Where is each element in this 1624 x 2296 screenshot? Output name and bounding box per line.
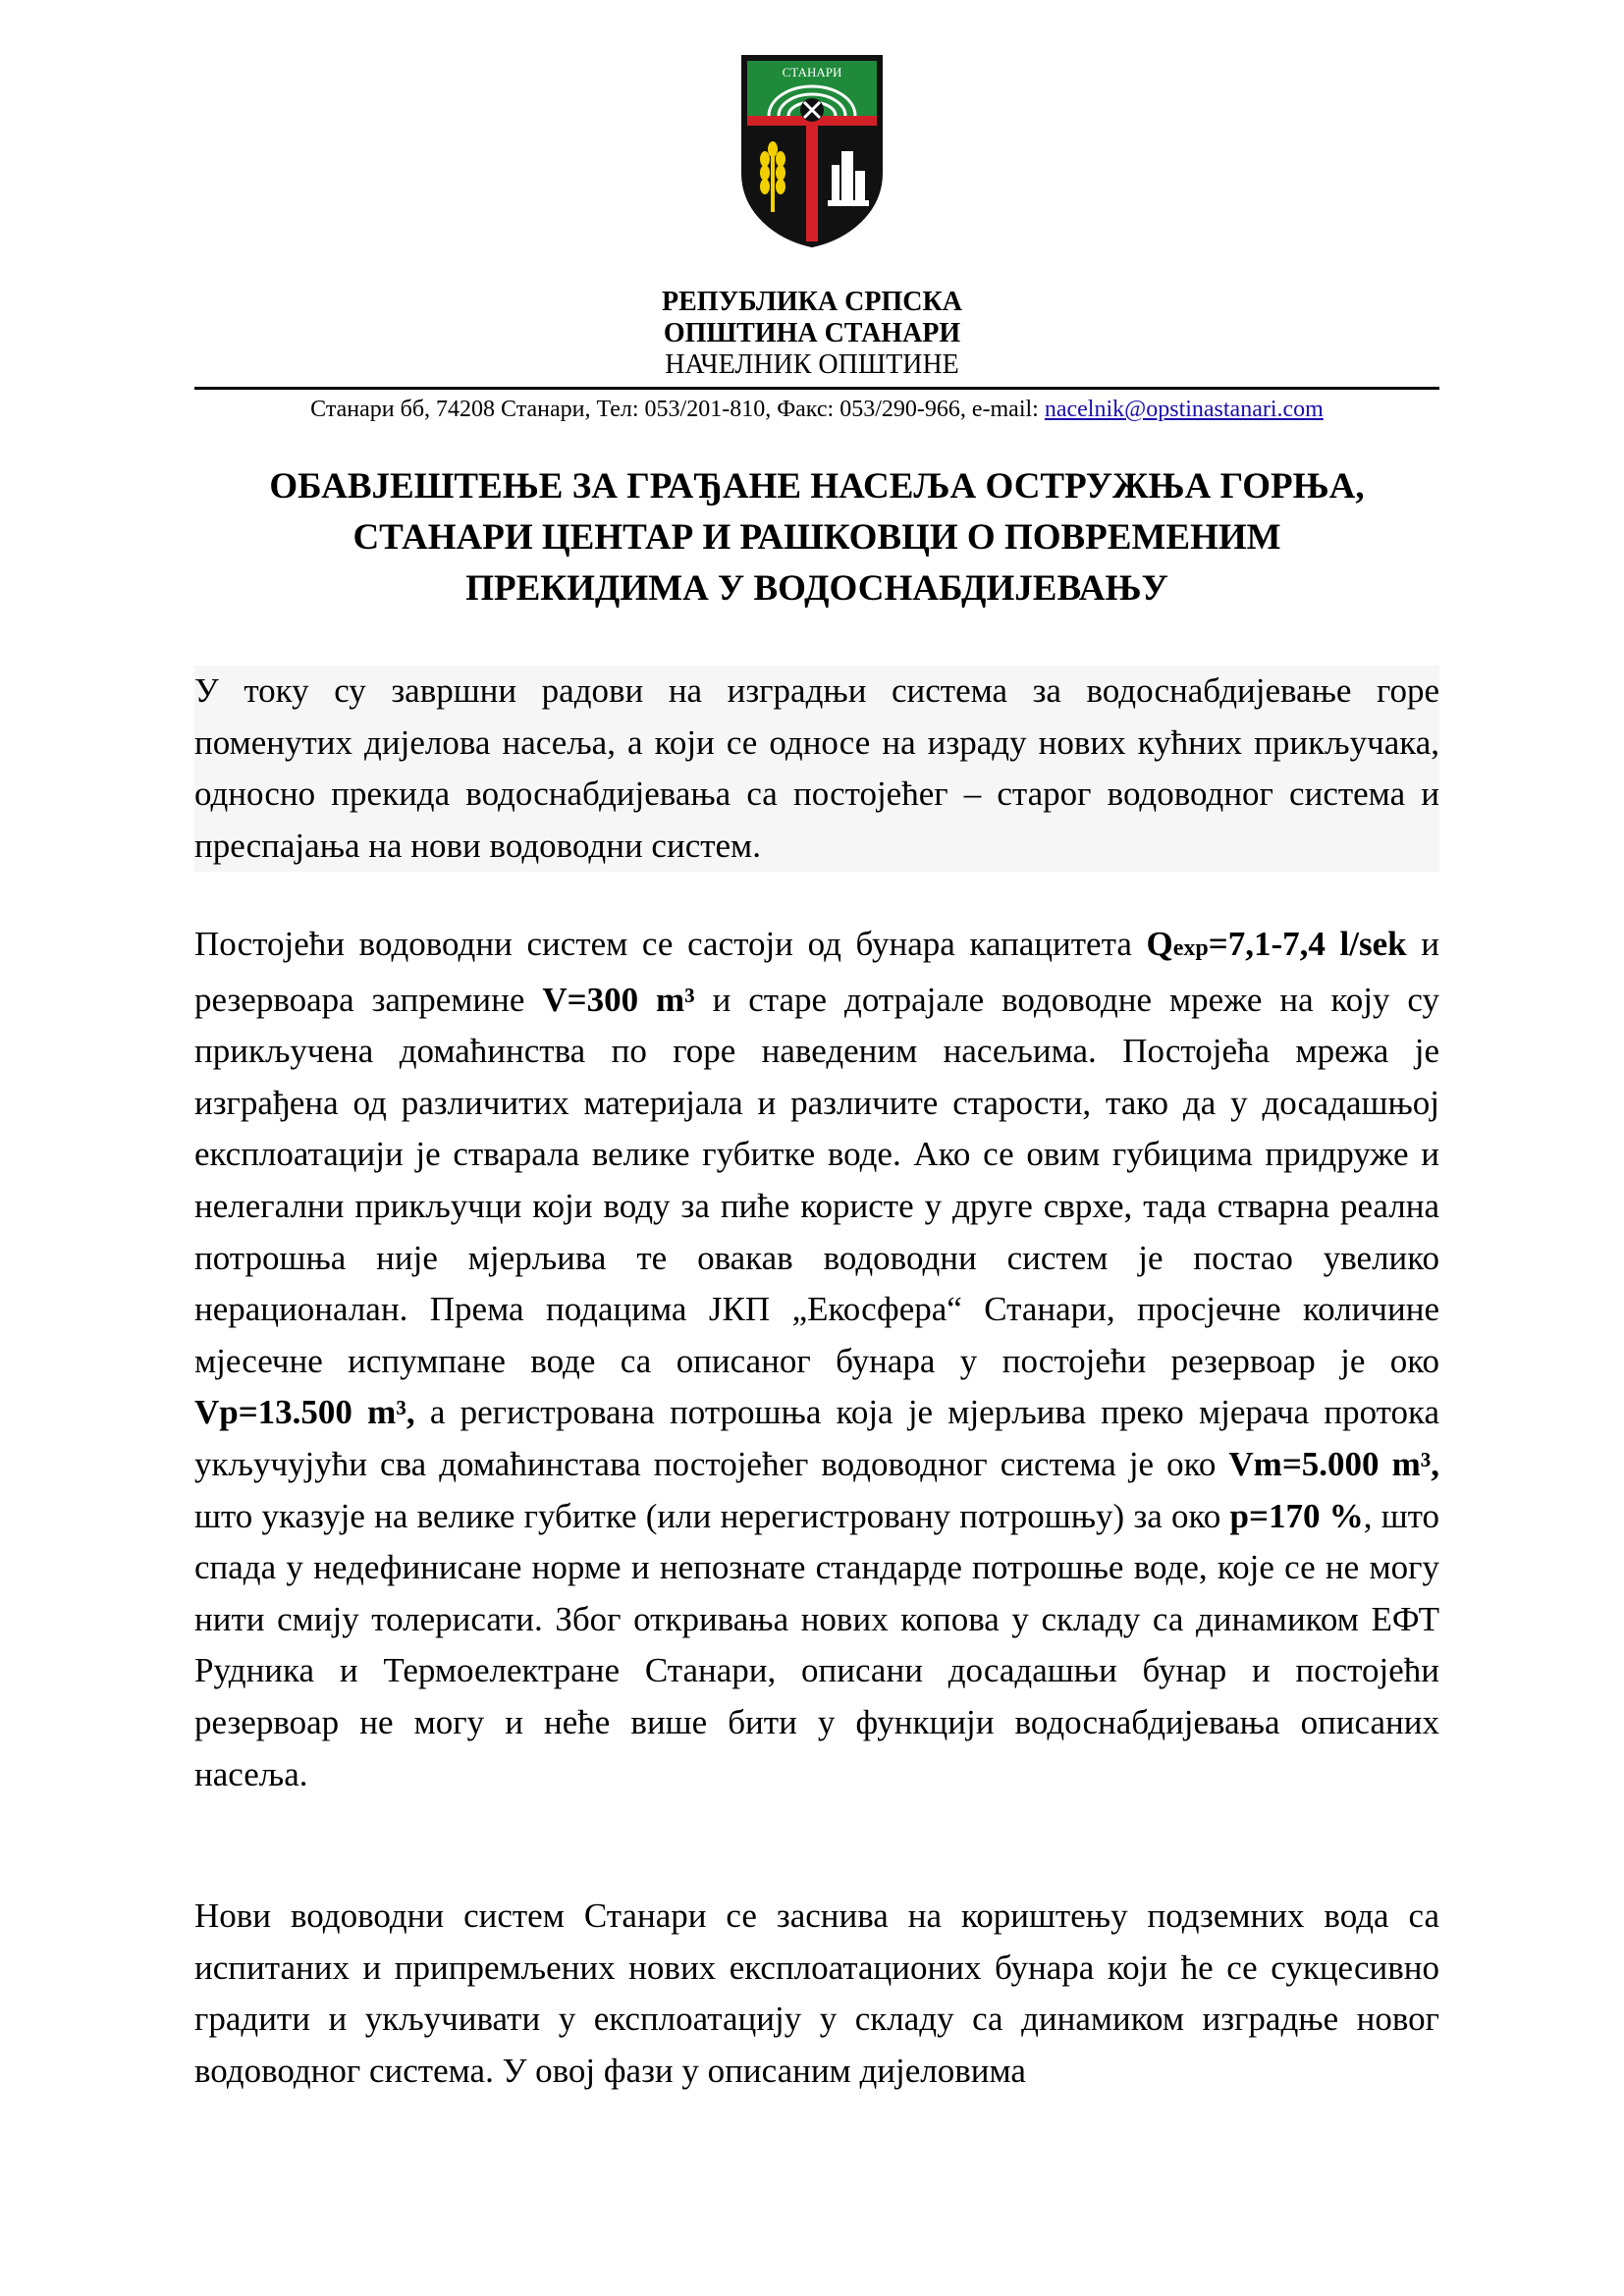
p2-reservoir-volume: V=300 m³ — [542, 980, 695, 1019]
p2-text-3: и старе дотрајале водоводне мреже на коју су прикључена домаћинства по горе наведеним насељима. Постојећа мрежа је изграђена од различитих материјала и различите старости, тако да у досадашњој експлоатацији је стварала велике губитке воде. Ако се овим губицима придруже и нелегални прикључци који воду за пиће користе у друге сврхе, тада стварна реална потрошња није мјерљива те овакав водоводни систем је постао увелико нерационалан. Према подацима ЈКП „Екосфера“ Станари, просјечне количине мјесечне испумпане воде са описаног бунара у постојећи резервоар је око — [194, 980, 1439, 1380]
header-contact — [194, 395, 1439, 424]
email-link[interactable]: nacelnik@opstinastanari.com — [1044, 397, 1324, 422]
municipality-crest-icon — [739, 55, 885, 247]
p2-text-4: а регистрована потрошња која је мјерљива преко мјерача протока укључујући сва домаћинстава постојећег водоводног система је око — [194, 1393, 1439, 1483]
p2-text-2: и резервоара запремине — [194, 925, 1440, 1019]
p2-capacity-value: =7,1-7,4 l/sek — [1208, 925, 1407, 963]
paragraph-3: Нови водоводни систем Станари се заснива на кориштењу подземних вода са испитаних и припремљених нових експлоатационих бунара који ће се сукцесивно градити и укључивати у експлоатацију у складу са динамиком изградње новог водоводног система. У овој фази у описаним дијеловима — [194, 1896, 1439, 2090]
contact-details: Станари бб, 74208 Станари, Тел: 053/201-810, Факс: 053/290-966, e-mail: — [310, 397, 1045, 422]
title-line-2: СТАНАРИ ЦЕНТАР И РАШКОВЦИ О ПОВРЕМЕНИМ — [352, 517, 1281, 558]
header-office: НАЧЕЛНИК ОПШТИНЕ — [665, 349, 959, 380]
header-divider — [194, 387, 1439, 390]
crest-text: СТАНАРИ — [782, 65, 842, 80]
p2-text-5: што указује на велике губитке (или нерегистровану потрошњу) за око — [194, 1496, 1230, 1535]
p2-text-1: Постојећи водоводни систем се састоји од бунара капацитета — [194, 925, 1147, 963]
p2-text-6: , што спада у недефинисане норме и непознате стандарде потрошње воде, које се не могу нити смију толерисати. Због откривања нових копова у складу са динамиком ЕФТ Рудника и Термоелектране Станари, описани досадашњи бунар и постојећи резервоар не могу и неће више бити у функцији водоснабдијевања описаних насеља. — [194, 1496, 1439, 1793]
p2-pumped-volume: Vp=13.500 m³, — [194, 1393, 415, 1432]
header-municipality: ОПШТИНА СТАНАРИ — [663, 318, 961, 348]
p2-capacity-symbol: Q — [1146, 925, 1173, 963]
title-line-1: ОБАВЈЕШТЕЊЕ ЗА ГРАЂАНЕ НАСЕЉА ОСТРУЖЊА ГОРЊА, — [269, 466, 1365, 507]
header-republic: РЕПУБЛИКА СРПСКА — [662, 287, 962, 317]
title-line-3: ПРЕКИДИМА У ВОДОСНАБДИЈЕВАЊУ — [465, 568, 1168, 609]
p2-capacity — [1147, 925, 1407, 963]
p2-metered-volume: Vm=5.000 m³, — [1228, 1444, 1439, 1483]
p2-loss-percent: p=170 % — [1229, 1496, 1364, 1535]
p2-capacity-subscript: exp — [1172, 935, 1209, 961]
paragraph-1: У току су завршни радови на изградњи система за водоснабдијевање горе поменутих дијелова насеља, а који се односе на израду нових кућних прикључака, односно прекида водоснабдијевања са постојећег – старог водоводног система и преспајања на нови водоводни систем. — [194, 666, 1439, 872]
notice-title — [194, 461, 1439, 614]
paragraph-2 — [194, 919, 1439, 1800]
